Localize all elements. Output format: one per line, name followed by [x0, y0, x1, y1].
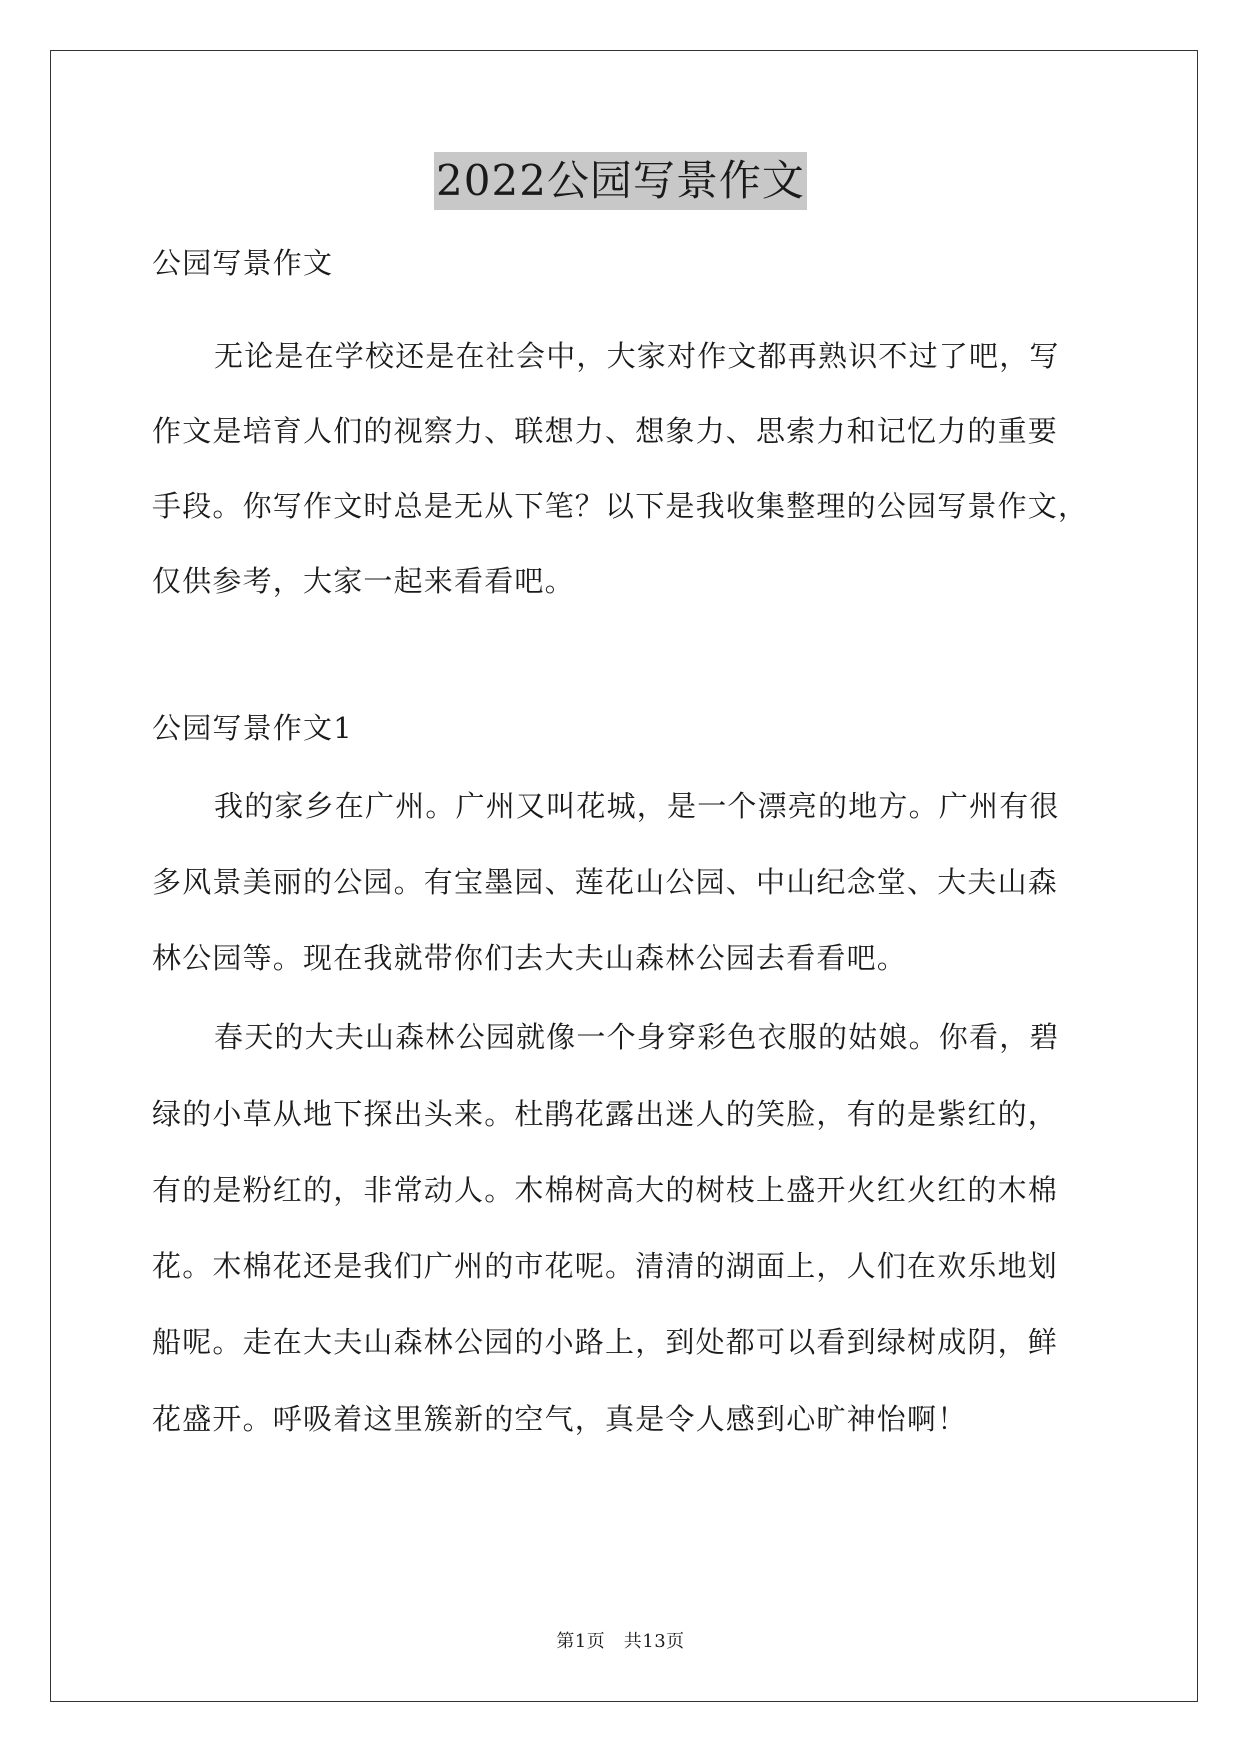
- intro-line-4: 仅供参考，大家一起来看看吧。: [152, 564, 575, 598]
- document-title: 2022公园写景作文: [434, 152, 807, 210]
- intro-line-3: 手段。你写作文时总是无从下笔？以下是我收集整理的公园写景作文，: [152, 489, 1089, 523]
- title-container: [0, 152, 1241, 210]
- para1-line-2: 多风景美丽的公园。有宝墨园、莲花山公园、中山纪念堂、大夫山森: [152, 865, 1059, 899]
- intro-line-1: 无论是在学校还是在社会中，大家对作文都再熟识不过了吧，写: [214, 339, 1060, 373]
- para2-line-6: 花盛开。呼吸着这里簇新的空气，真是令人感到心旷神怡啊！: [152, 1402, 968, 1436]
- para2-line-1: 春天的大夫山森林公园就像一个身穿彩色衣服的姑娘。你看，碧: [214, 1020, 1060, 1054]
- section-heading: 公园写景作文1: [152, 711, 353, 745]
- page-number-footer: 第1页 共13页: [556, 1631, 685, 1652]
- subtitle: 公园写景作文: [152, 246, 334, 280]
- para1-line-3: 林公园等。现在我就带你们去大夫山森林公园去看看吧。: [152, 941, 908, 975]
- para2-line-4: 花。木棉花还是我们广州的市花呢。清清的湖面上，人们在欢乐地划: [152, 1249, 1059, 1283]
- para1-line-1: 我的家乡在广州。广州又叫花城，是一个漂亮的地方。广州有很: [214, 789, 1060, 823]
- para2-line-3: 有的是粉红的，非常动人。木棉树高大的树枝上盛开火红火红的木棉: [152, 1173, 1059, 1207]
- para2-line-5: 船呢。走在大夫山森林公园的小路上，到处都可以看到绿树成阴，鲜: [152, 1325, 1059, 1359]
- intro-line-2: 作文是培育人们的视察力、联想力、想象力、思索力和记忆力的重要: [152, 414, 1059, 448]
- para2-line-2: 绿的小草从地下探出头来。杜鹃花露出迷人的笑脸，有的是紫红的，: [152, 1097, 1059, 1131]
